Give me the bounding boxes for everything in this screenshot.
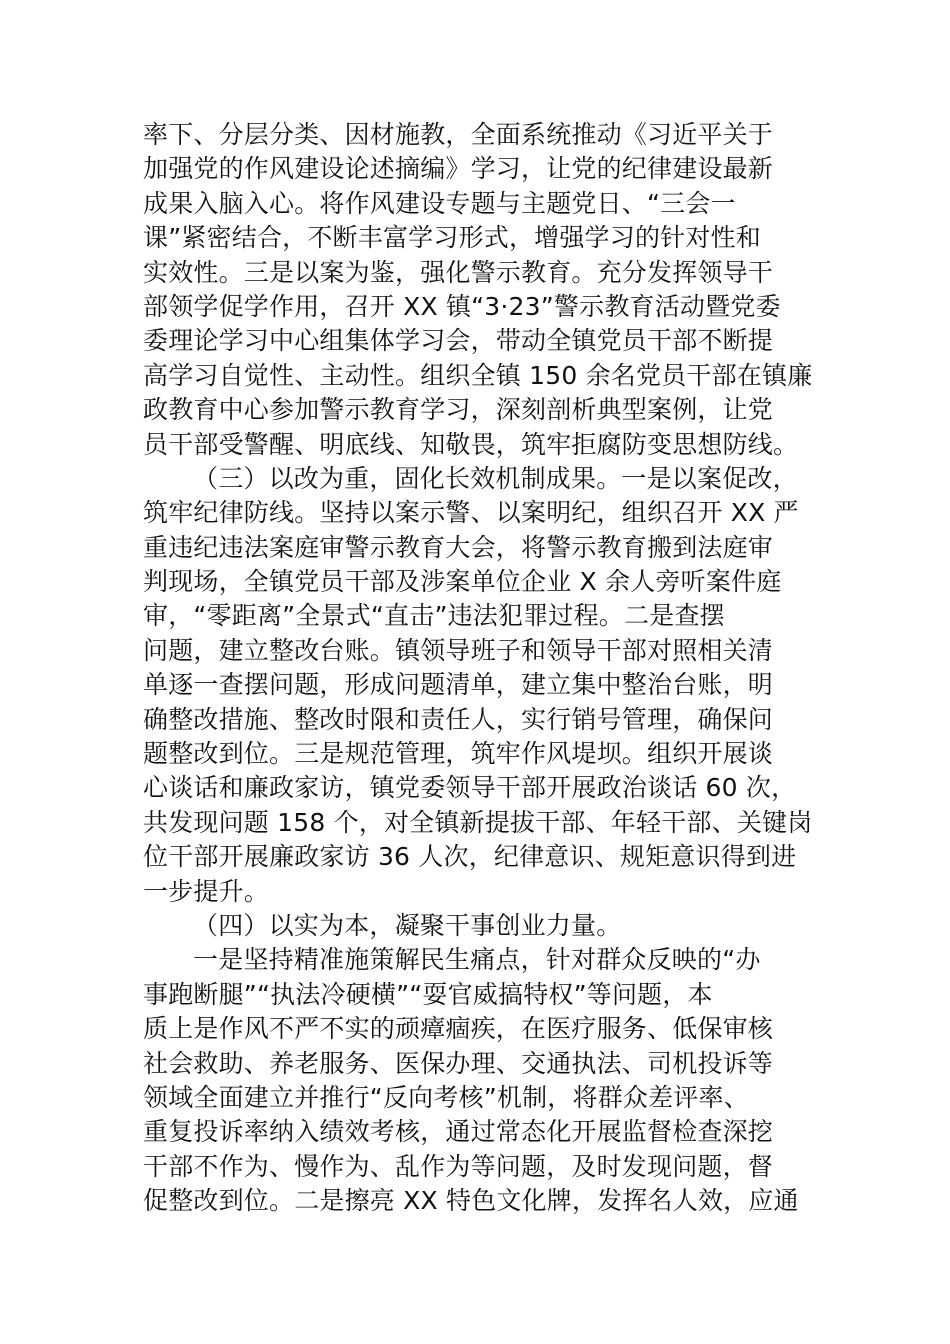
text-line: 率下、分层分类、因材施教，全面系统推动《习近平关于 [143, 120, 774, 149]
text-line: 共发现问题 158 个，对全镇新提拔干部、年轻干部、关键岗 [143, 807, 813, 837]
text-line: 领域全面建立并推行“反向考核”机制，将群众差评率、 [143, 1082, 749, 1112]
text-line: 事跑断腿”“执法冷硬横”“耍官威搞特权”等问题，本 [143, 979, 713, 1009]
text-line: 判现场，全镇党员干部及涉案单位企业 X 余人旁听案件庭 [143, 567, 782, 597]
body-text [143, 118, 833, 1219]
text-line: 课”紧密结合，不断丰富学习形式，增强学习的针对性和 [143, 223, 761, 253]
text-line: 部领学促学作用，召开 XX 镇“3·23”警示教育活动暨党委 [143, 291, 781, 321]
text-line: 政教育中心参加警示教育学习，深刻剖析典型案例，让党 [143, 395, 774, 425]
text-line: 重违纪违法案庭审警示教育大会，将警示教育搬到法庭审 [143, 532, 774, 562]
text-line: 实效性。三是以案为鉴，强化警示教育。充分发挥领导干 [143, 257, 774, 287]
section-heading-line: （四）以实为本，凝聚干事创业力量。 [193, 910, 622, 940]
text-line: 员干部受警醒、明底线、知敬畏，筑牢拒腐防变思想防线。 [143, 429, 799, 459]
text-line: 位干部开展廉政家访 36 人次，纪律意识、规矩意识得到进 [143, 842, 797, 872]
text-line: 重复投诉率纳入绩效考核，通过常态化开展监督检查深挖 [143, 1117, 774, 1147]
text-line: 问题，建立整改台账。镇领导班子和领导干部对照相关清 [143, 635, 774, 665]
text-line: 高学习自觉性、主动性。组织全镇 150 余名党员干部在镇廉 [143, 360, 813, 390]
section-heading-line: （三）以改为重，固化长效机制成果。一是以案促改， [193, 463, 798, 493]
text-line: 筑牢纪律防线。坚持以案示警、以案明纪，组织召开 XX 严 [143, 498, 799, 528]
text-line: 确整改措施、整改时限和责任人，实行销号管理，确保问 [143, 704, 774, 734]
text-line: 干部不作为、慢作为、乱作为等问题，及时发现问题，督 [143, 1151, 774, 1181]
text-line: 成果入脑入心。将作风建设专题与主题党日、“三会一 [143, 188, 736, 218]
text-line: 题整改到位。三是规范管理，筑牢作风堤坝。组织开展谈 [143, 739, 774, 769]
text-line: 委理论学习中心组集体学习会，带动全镇党员干部不断提 [143, 326, 774, 356]
text-line: 质上是作风不严不实的顽瘴痼疾，在医疗服务、低保审核 [143, 1014, 774, 1044]
text-line: 加强党的作风建设论述摘编》学习，让党的纪律建设最新 [143, 154, 774, 184]
text-line: 审，“零距离”全景式“直击”违法犯罪过程。二是查摆 [143, 601, 725, 631]
text-line: 社会救助、养老服务、医保办理、交通执法、司机投诉等 [143, 1048, 774, 1078]
text-line: 一步提升。 [143, 876, 270, 906]
text-line: 一是坚持精准施策解民生痛点，针对群众反映的“办 [193, 945, 761, 975]
text-line: 促整改到位。二是擦亮 XX 特色文化牌，发挥名人效，应通 [143, 1186, 799, 1216]
text-line: 单逐一查摆问题，形成问题清单，建立集中整治台账，明 [143, 670, 774, 700]
text-line: 心谈话和廉政家访，镇党委领导干部开展政治谈话 60 次， [143, 773, 797, 803]
